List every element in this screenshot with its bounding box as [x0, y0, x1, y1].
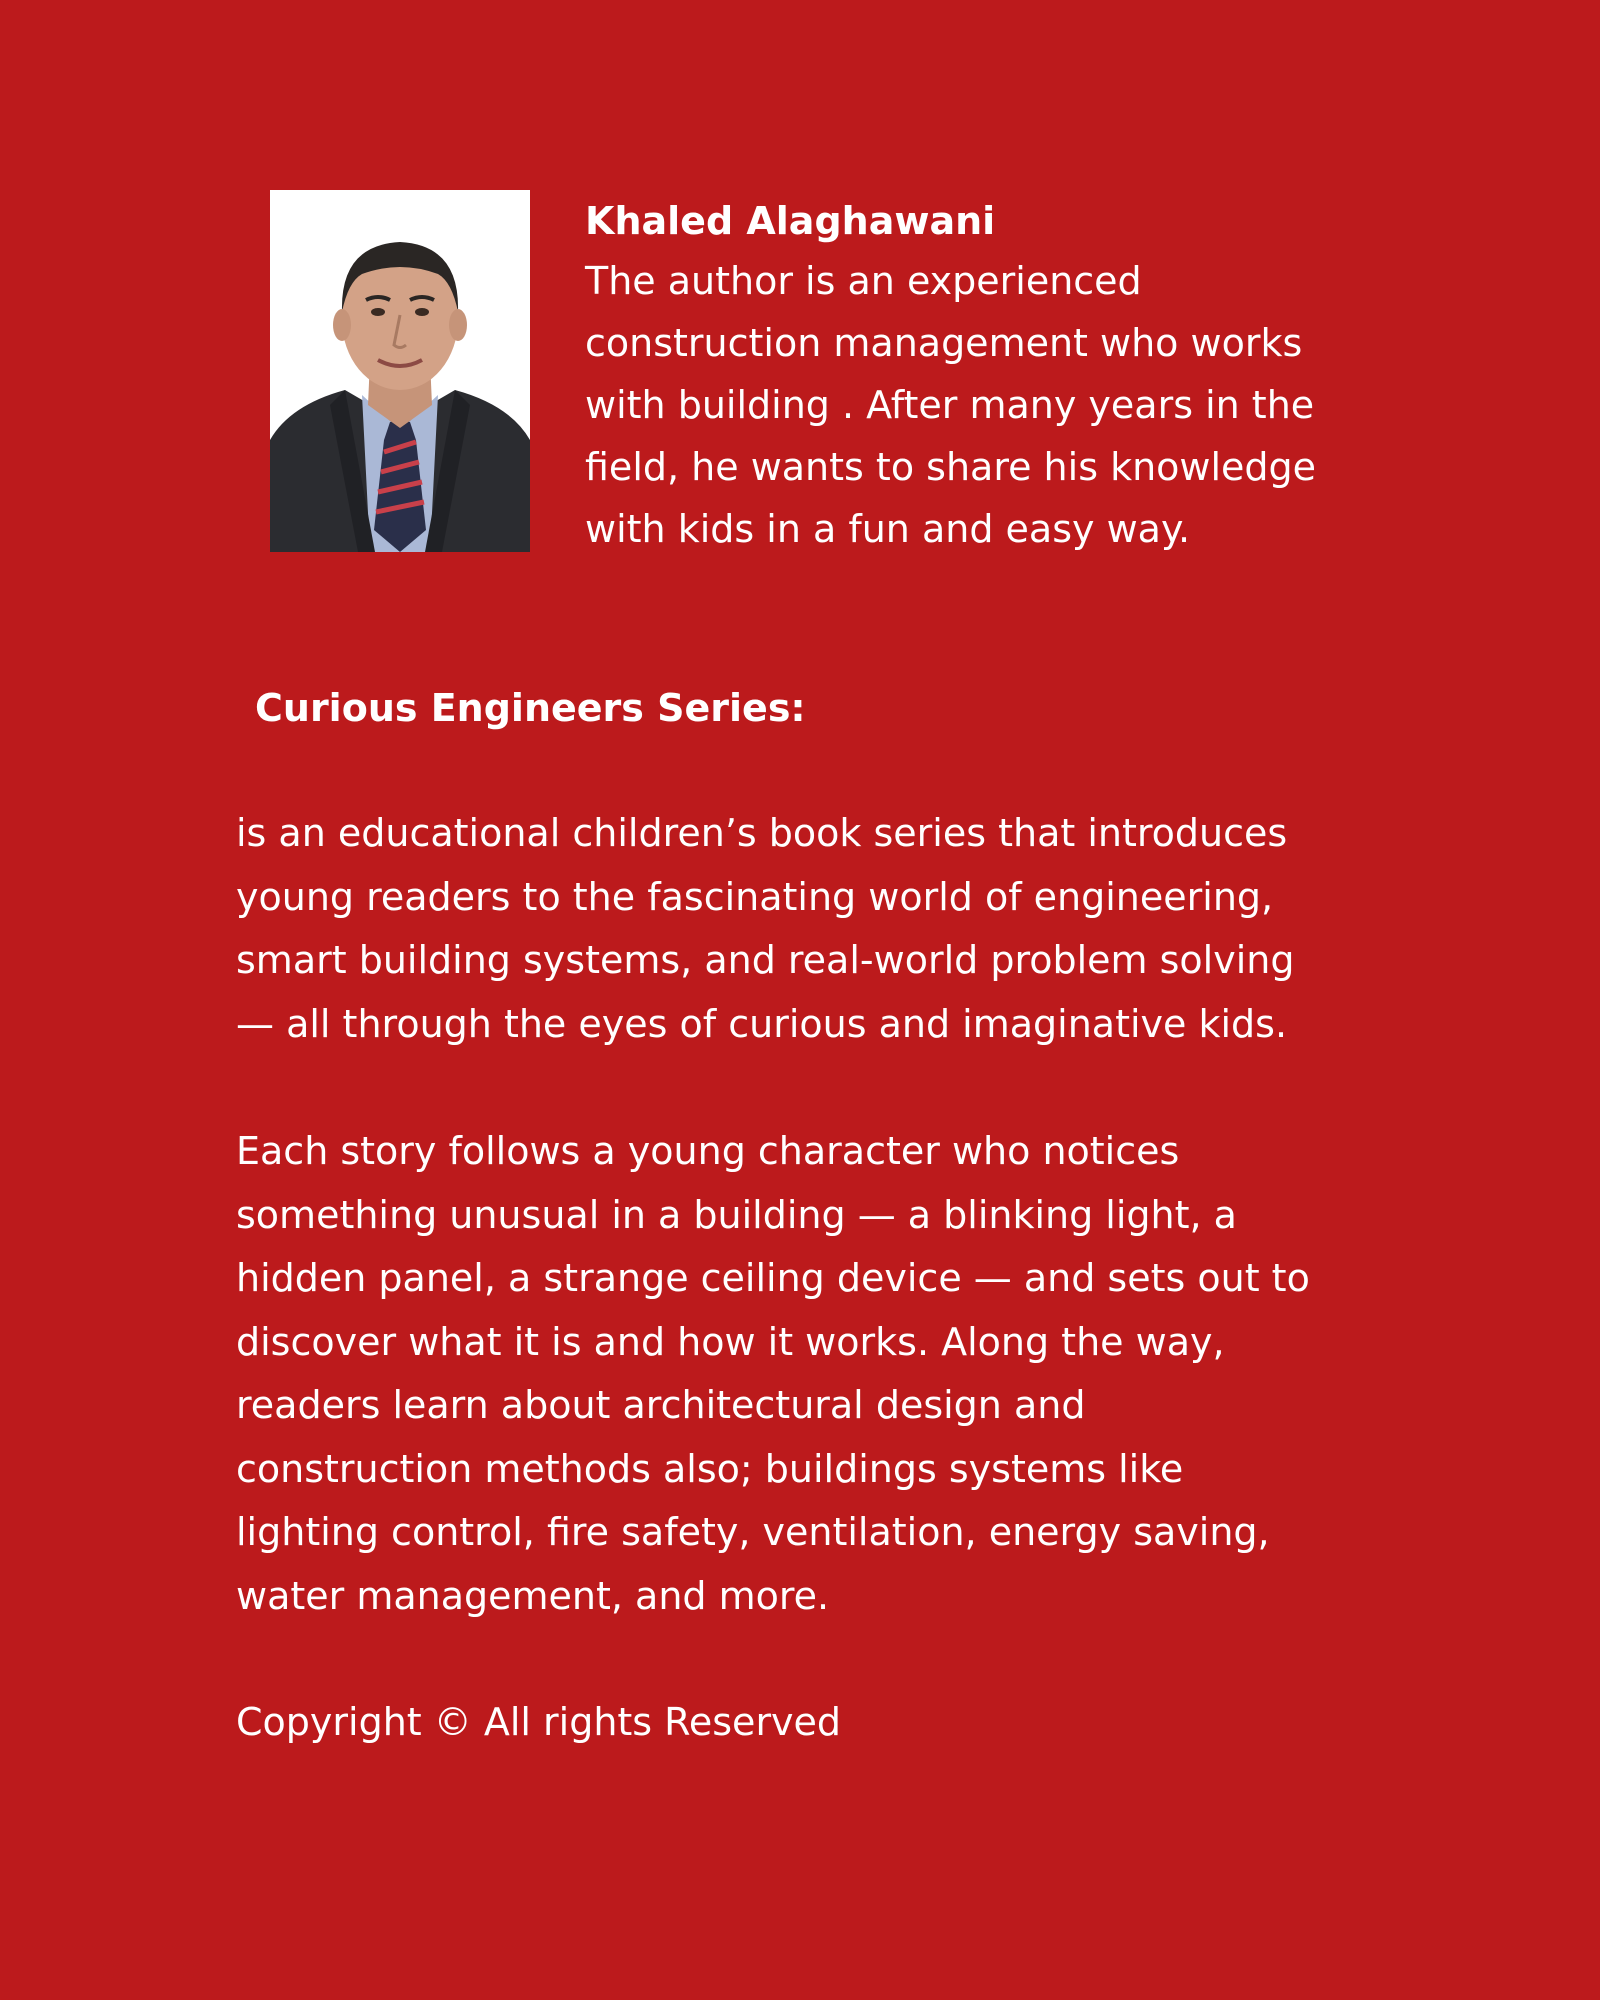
copyright-notice: Copyright © All rights Reserved	[236, 1700, 842, 1744]
description-line: water management, and more.	[236, 1573, 830, 1618]
description-line: discover what it is and how it works. Along the way,	[236, 1319, 1225, 1364]
description-line: something unusual in a building — a blinking light, a	[236, 1192, 1237, 1237]
description-line: — all through the eyes of curious and imaginative kids.	[236, 1001, 1288, 1046]
description-line: is an educational children’s book series that introduces	[236, 811, 1288, 855]
description-line: smart building systems, and real-world problem solving	[236, 938, 1295, 982]
series-description	[236, 802, 1386, 1056]
author-bio-line: construction management who works	[585, 321, 1303, 365]
description-line: young readers to the fascinating world of engineering,	[236, 874, 1274, 919]
author-bio-line: with kids in a fun and easy way.	[585, 507, 1191, 551]
author-bio-line: The author is an experienced	[585, 259, 1142, 303]
description-line: hidden panel, a strange ceiling device — and sets out to	[236, 1256, 1310, 1300]
description-line: Each story follows a young character who notices	[236, 1129, 1180, 1173]
author-bio-line: with building . After many years in the	[585, 383, 1315, 427]
description-line: construction methods also; buildings systems like	[236, 1446, 1184, 1491]
author-name: Khaled Alaghawani	[585, 199, 996, 243]
description-line: lighting control, fire safety, ventilation, energy saving,	[236, 1510, 1270, 1554]
author-bio-line: field, he wants to share his knowledge	[585, 445, 1317, 489]
author-block	[585, 192, 1375, 560]
description-line: readers learn about architectural design and	[236, 1383, 1086, 1427]
series-title: Curious Engineers Series:	[255, 686, 806, 730]
author-bio	[585, 250, 1375, 560]
author-photo	[270, 190, 530, 552]
story-description	[236, 1120, 1386, 1628]
